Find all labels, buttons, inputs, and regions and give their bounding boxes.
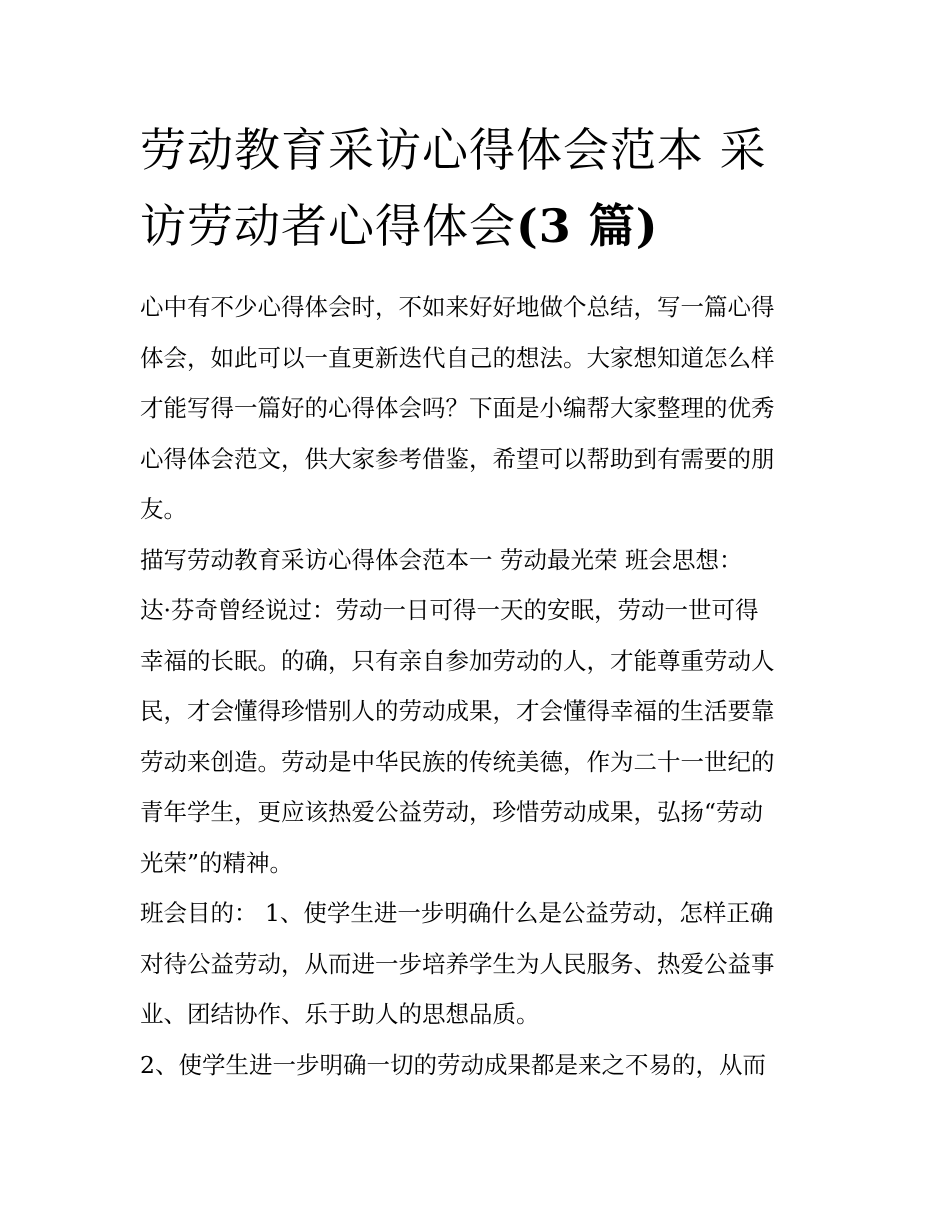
text-line: 心得体会范文，供大家参考借鉴，希望可以帮助到有需要的朋: [140, 444, 775, 473]
paragraph-intro: [140, 282, 820, 535]
title-line-2-suffix: (3 篇): [516, 199, 659, 253]
text-line: 光荣”的精神。: [140, 848, 294, 877]
title-line-1: 劳动教育采访心得体会范本 采: [140, 123, 767, 177]
document-body: [140, 112, 820, 1090]
paragraph-quote: [140, 585, 820, 888]
paragraph-purpose-2: [140, 1040, 820, 1091]
text-line: 达·芬奇曾经说过：劳动一日可得一天的安眠，劳动一世可得: [140, 596, 759, 624]
text-line: 心中有不少心得体会时，不如来好好地做个总结，写一篇心得: [140, 293, 775, 321]
text-line: 幸福的长眠。的确，只有亲自参加劳动的人，才能尊重劳动人: [140, 646, 775, 675]
title-line-2-text: 访劳动者心得体会: [140, 199, 516, 253]
paragraph-purpose: [140, 888, 820, 1040]
text-line: 对待公益劳动，从而进一步培养学生为人民服务、热爱公益事: [140, 949, 775, 978]
paragraph-section-heading: [140, 535, 820, 586]
text-line: 才能写得一篇好的心得体会吗？下面是小编帮大家整理的优秀: [140, 394, 775, 422]
document-title: [140, 112, 820, 264]
text-line: 2、使学生进一步明确一切的劳动成果都是来之不易的，从而: [140, 1050, 766, 1079]
text-line: 劳动来创造。劳动是中华民族的传统美德，作为二十一世纪的: [140, 747, 775, 776]
text-line: 青年学生，更应该热爱公益劳动，珍惜劳动成果，弘扬“劳动: [140, 798, 764, 826]
text-line: 班会目的： 1、使学生进一步明确什么是公益劳动，怎样正确: [140, 899, 774, 927]
text-line: 友。: [140, 495, 187, 523]
text-line: 体会，如此可以一直更新迭代自己的想法。大家想知道怎么样: [140, 343, 775, 372]
title-line-2: [140, 199, 659, 253]
text-line: 民，才会懂得珍惜别人的劳动成果，才会懂得幸福的生活要靠: [140, 697, 775, 725]
text-line: 描写劳动教育采访心得体会范本一 劳动最光荣 班会思想：: [140, 545, 743, 574]
text-line: 业、团结协作、乐于助人的思想品质。: [140, 1000, 540, 1028]
